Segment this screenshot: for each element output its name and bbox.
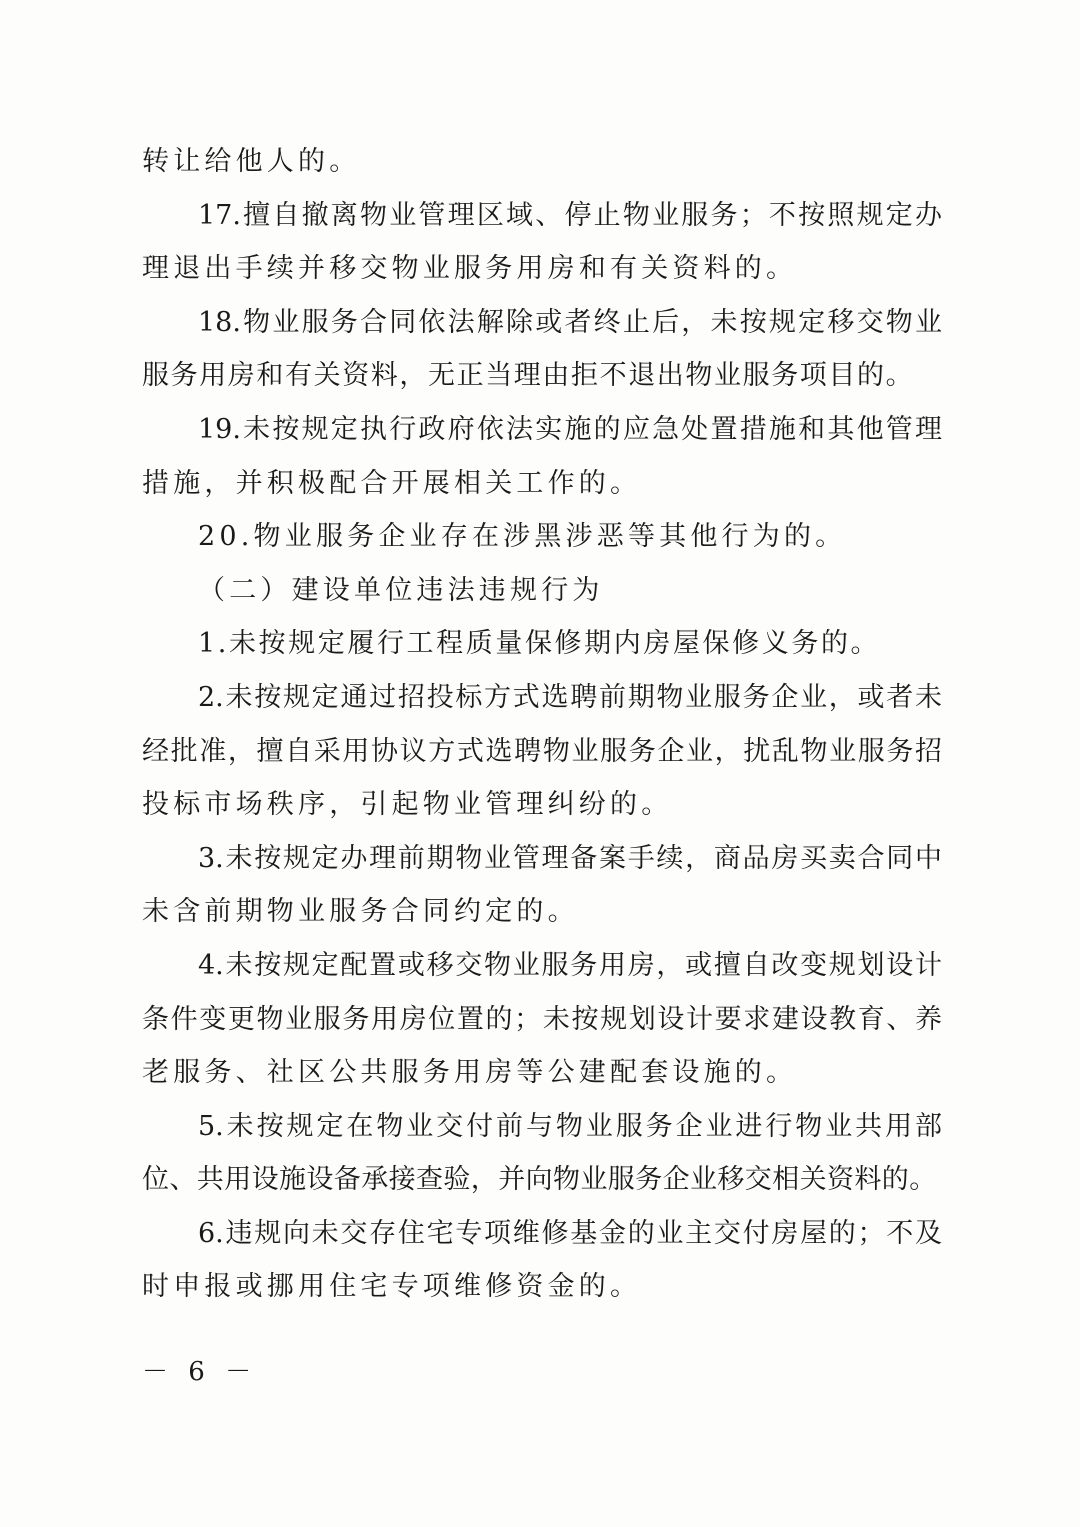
paragraph-item-2-line-1: 2.未按规定通过招投标方式选聘前期物业服务企业，或者未: [198, 681, 942, 713]
text-line: 转让给他人的。: [142, 146, 361, 177]
paragraph-item-4-line-3: 老服务、社区公共服务用房等公建配套设施的。: [142, 1057, 798, 1089]
paragraph-item-4-line-2: 条件变更物业服务用房位置的；未按规划设计要求建设教育、养: [142, 1003, 942, 1035]
paragraph-item-19-line-2: 措施，并积极配合开展相关工作的。: [142, 467, 642, 499]
paragraph-item-18-line-2: 服务用房和有关资料，无正当理由拒不退出物业服务项目的。: [142, 360, 915, 392]
paragraph-item-18-line-1: 18.物业服务合同依法解除或者终止后，未按规定移交物业: [198, 306, 942, 338]
paragraph-item-3-line-2: 未含前期物业服务合同约定的。: [142, 896, 579, 928]
paragraph-item-20: 20.物业服务企业存在涉黑涉恶等其他行为的。: [198, 521, 847, 553]
paragraph-item-5-line-2: 位、共用设施设备承接查验，并向物业服务企业移交相关资料的。: [142, 1164, 937, 1196]
paragraph-item-1: 1.未按规定履行工程质量保修期内房屋保修义务的。: [198, 628, 881, 660]
paragraph-item-17-line-1: 17.擅自撤离物业管理区域、停止物业服务；不按照规定办: [198, 199, 942, 231]
page-number: － 6 －: [142, 1357, 258, 1387]
paragraph-item-6-line-1: 6.违规向未交存住宅专项维修基金的业主交付房屋的；不及: [198, 1217, 942, 1249]
paragraph-item-4-line-1: 4.未按规定配置或移交物业服务用房，或擅自改变规划设计: [198, 949, 942, 981]
paragraph-item-3-line-1: 3.未按规定办理前期物业管理备案手续，商品房买卖合同中: [198, 842, 942, 874]
paragraph-item-5-line-1: 5.未按规定在物业交付前与物业服务企业进行物业共用部: [198, 1110, 942, 1142]
paragraph-item-6-line-2: 时申报或挪用住宅专项维修资金的。: [142, 1271, 642, 1303]
section-heading: （二）建设单位违法违规行为: [198, 574, 604, 606]
paragraph-item-2-line-3: 投标市场秩序，引起物业管理纠纷的。: [142, 789, 673, 821]
paragraph-item-17-line-2: 理退出手续并移交物业服务用房和有关资料的。: [142, 253, 798, 285]
paragraph-item-2-line-2: 经批准，擅自采用协议方式选聘物业服务企业，扰乱物业服务招: [142, 735, 942, 767]
document-body: [142, 135, 942, 1314]
paragraph-item-19-line-1: 19.未按规定执行政府依法实施的应急处置措施和其他管理: [198, 413, 942, 445]
